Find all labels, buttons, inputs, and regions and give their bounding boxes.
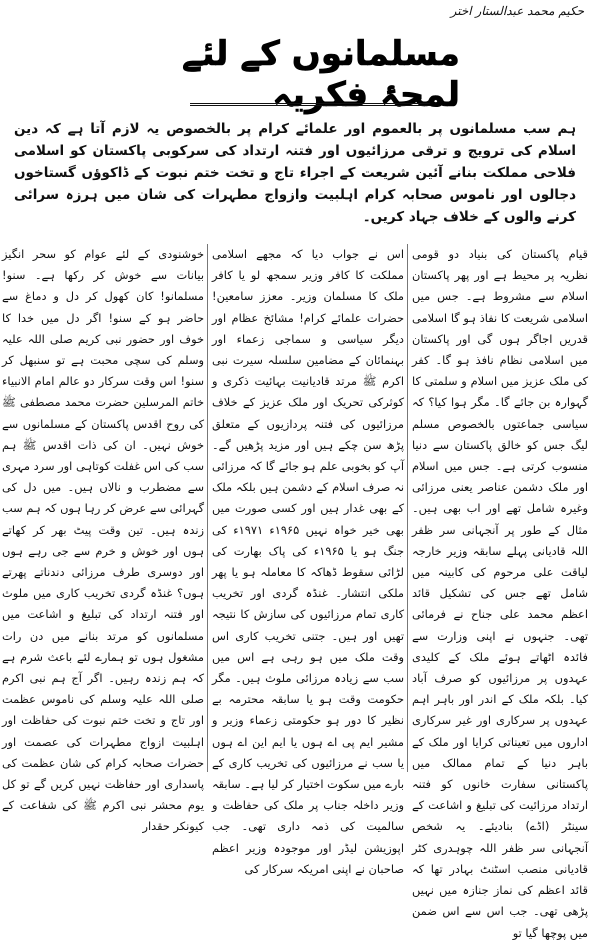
article-column-2 — [212, 244, 404, 876]
article-column-3 — [2, 244, 204, 834]
author-byline: حکیم محمد عبدالستار اختر — [450, 4, 584, 18]
column-text: قیام پاکستان کی بنیاد دو قومی نظریہ پر محیط ہے اور پھر پاکستان اسلام سے مشروط ہے۔ جس میں اسلامی شریعت کا نفاذ ہو گا اسلامی قدریں اجاگر ہوں گی اور پاکستان میں اسلامی نظام نافذ ہو گا۔ کفر کی ملک عزیز میں اسلام و سلمتی کا گہوارہ بن جائے گا۔ مگر ہوا کیا؟ کہ سیاسی جماعتوں بالخصوص مسلم لیگ جس کو خالق پاکستان سے دنیا منسوب کرتی ہے۔ جس میں اسلام اور ملک دشمن عناصر یعنی مرزائی وغیرہ شامل تھے اور اب بھی ہیں۔ مثال کے طور پر آنجہانی سر ظفر اللہ قادیانی پہلے سابقہ وزیر خارجہ لیاقت علی مرحوم کی کابینہ میں شامل تھے جس کی تشکیل قائد اعظم محمد علی جناح نے فرمائی تھی۔ جنہوں نے اپنی وزارت سے فائدہ اٹھاتے ہوئے ملک کے کلیدی عہدوں پر مرزائیوں کو صرف آباد کیا۔ بلکہ ملک کے اندر اور باہر اہم عہدوں پر سرکاری اور غیر سرکاری اداروں میں تعیناتی کرایا اور ملک کے باہر دنیا کے تمام ممالک میں پاکستانی سفارت خانوں کو فتنہ ارتداد مرزائیت کی تبلیغ و اشاعت کے سینٹر (اڈے) بنادیئے۔ یہ شخص آنجہانی سر ظفر اللہ چوہدری کٹر قادیانی منصب اسٹنٹ بہادر تھا کہ قائد اعظم کی نماز جنازہ میں نہیں پڑھی تھی۔ جب اس سے اس ضمن میں پوچھا گیا تو — [412, 247, 588, 940]
column-divider — [207, 244, 208, 772]
article-column-1 — [412, 244, 588, 940]
column-divider — [407, 244, 408, 772]
article-intro: ہم سب مسلمانوں پر بالعموم اور علمائے کرام پر بالخصوص یہ لازم آتا ہے کہ دین اسلام کی ترویج و ترقی مرزائیوں اور فتنہ ارتداد کی سرکوبی پاکستان کو اسلامی فلاحی مملکت بنانے آئین شریعت کے اجراء تاج و تخت ختم نبوت کے ڈاکوؤں گستاخوں دجالوں اور ناموس صحابہ کرام اہلبیت وازواج مطہرات کی شان میں ہرزہ سرائی کرنے والوں کے خلاف جہاد کریں۔ — [14, 121, 576, 225]
column-text: اس نے جواب دیا کہ مجھے اسلامی مملکت کا کافر وزیر سمجھ لو یا کافر ملک کا مسلمان وزیر۔ معزز سامعین! حضرات علمائے کرام! مشائخ عظام اور دیگر سیاسی و سماجی زعماء اور بہنمائان کے مضامین سلسلہ سیرت نبی اکرم ﷺ مرتد قادیانیت بہائیت ذکری و کوثرکی تحریک اور ملک عزیز کے خلاف مرزائیوں کی فتنہ پردازیوں کے متعلق پڑھ سن چکے ہیں اور مزید پڑھیں گے۔ آپ کو بخوبی علم ہو جائے گا کہ مرزائی نہ صرف اسلام کے دشمن ہیں بلکہ ملک کے بھی غدار ہیں اور کسی صورت میں بھی خیر خواہ نہیں ۱۹۶۵ء ۱۹۷۱ء کی جنگ ہو یا ۱۹۶۵ء کی پاک بھارت کی لڑائی سقوط ڈھاکہ کا معاملہ ہو یا پھر ملکی انتشار۔ غنڈہ گردی اور تخریب کاری تمام مرزائیوں کی سازش کا نتیجہ تھیں اور ہیں۔ جتنی تخریب کاری اس وقت ملک میں ہو رہی ہے اس میں سب سے زیادہ مرزائی ملوث ہیں۔ مگر حکومت وقت ہو یا سابقہ محترمہ بے نظیر کا دور ہو حکومتی زعماء وزیر و مشیر ایم پی اے ہوں یا ایم این اے ہوں یا سب نے مرزائیوں کی تخریب کاری کے بارے میں سکوت اختیار کر لیا ہے۔ سابقہ وزیر داخلہ جناب پر ملک کی حفاظت و سالمیت کی ذمہ داری تھی۔ جب اپوزیشن لیڈر اور موجودہ وزیر اعظم صاحبان نے اپنی امریکہ سرکار کی — [212, 247, 404, 876]
headline-underline — [190, 97, 430, 106]
article-headline: مسلمانوں کے لئے لمحۂ فکریہ — [181, 34, 460, 115]
column-text: خوشنودی کے لئے عوام کو سحر انگیز بیانات سے خوش کر رکھا ہے۔ سنو! مسلمانو! کان کھول کر دل و دماغ سے حاضر ہو کے سنو! اگر دل میں خدا کا خوف اور حضور نبی کریم صلی اللہ علیہ وسلم کی سچی محبت ہے تو سنبھل کر سنو! اس وقت سرکار دو عالم امام الانبیاء خاتم المرسلین حضرت محمد مصطفی ﷺ کی روح اقدس پاکستان کے مسلمانوں سے خوش نہیں۔ ان کی ذات اقدس ﷺ ہم سب کی اس غفلت کوتاہی اور سرد مہری سے مضطرب و نالاں ہیں۔ میں دل کی گہرائی سے عرض کر رہا ہوں کہ ہم سب زندہ ہیں۔ تین وقت پیٹ بھر کر کھاتے ہوں اور خوش و خرم سے جی رہے ہوں اور دوسری طرف مرزائی دندناتے پھرتے ہوں؟ غنڈہ گردی تخریب کاری میں ملوث اور فتنہ ارتداد کی تبلیغ و اشاعت میں مسلمانوں کو مرتد بنانے میں دن رات مشغول ہوں تو ہمارے لئے باعث شرم ہے کہ ہم زندہ رہیں۔ اگر آج ہم نبی اکرم صلی اللہ علیہ وسلم کی ناموس عظمت اور تاج و تخت ختم نبوت کی حفاظت اور اہلبیت ازواج مطہرات کی عصمت اور حضرات صحابہ کرام کی شان عظمت کی پاسداری اور حفاظت نہیں کریں گے تو کل یوم محشر نبی اکرم ﷺ کی شفاعت کے کیونکر حقدار — [2, 247, 204, 834]
